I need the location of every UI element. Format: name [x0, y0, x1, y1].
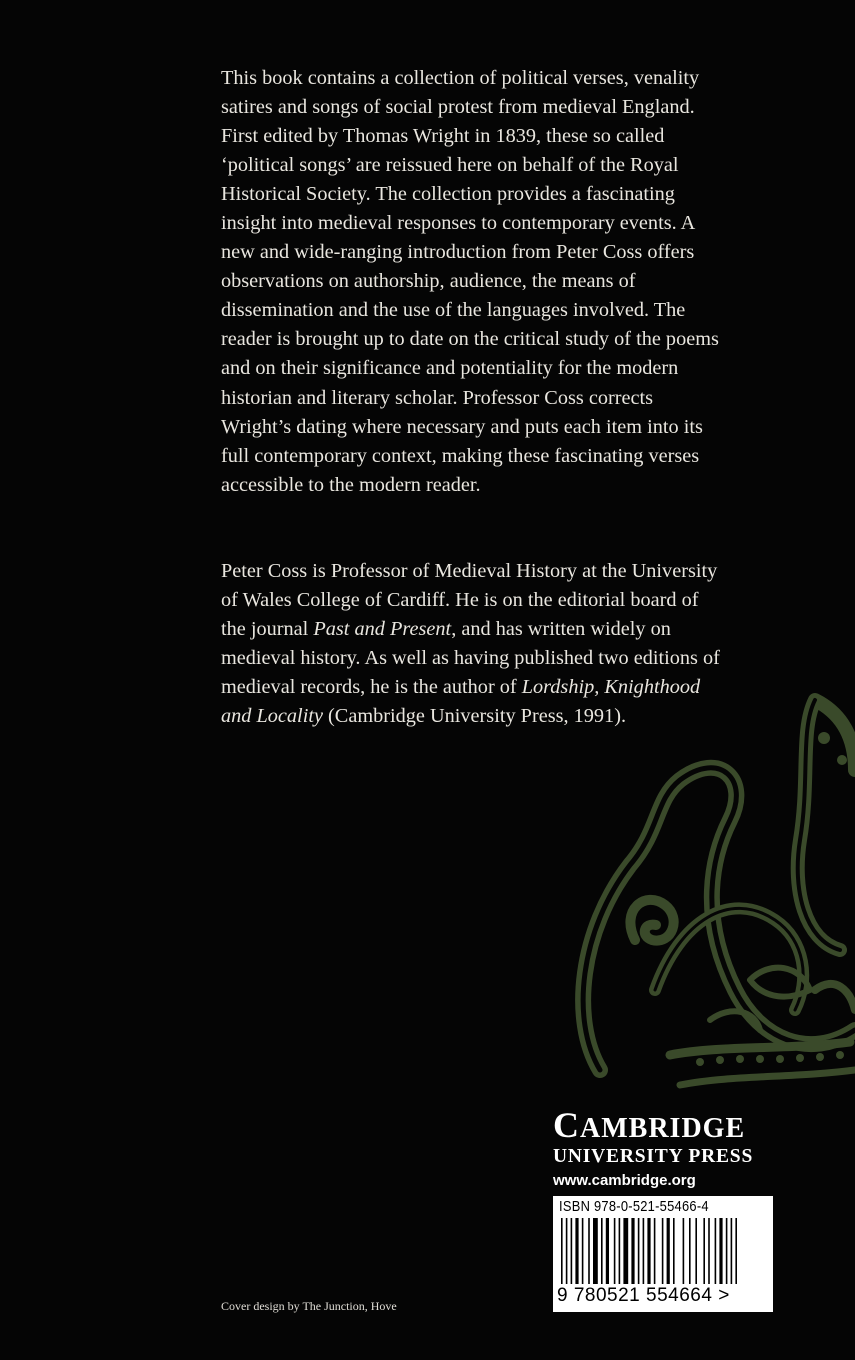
author-bio-text-3: (Cambridge University Press, 1991).	[322, 705, 627, 728]
barcode-bar	[575, 1218, 578, 1284]
barcode-bar	[588, 1218, 590, 1284]
barcode-bar	[582, 1218, 584, 1284]
barcode-bar	[689, 1218, 691, 1284]
barcode-bar	[601, 1218, 603, 1284]
publisher-subtitle: UNIVERSITY PRESS	[553, 1146, 754, 1167]
barcode-bar	[715, 1218, 717, 1284]
barcode-bar	[571, 1218, 573, 1284]
journal-title: Past and Present	[313, 618, 452, 641]
barcode-bar	[638, 1218, 640, 1284]
publisher-name-initial: C	[553, 1105, 580, 1145]
barcode-bar	[662, 1218, 664, 1284]
barcode-bar	[695, 1218, 697, 1284]
barcode-bar	[647, 1218, 650, 1284]
barcode-bar	[619, 1218, 621, 1284]
barcode-bar	[606, 1218, 609, 1284]
isbn-barcode	[553, 1196, 773, 1312]
barcode-bar	[719, 1218, 722, 1284]
publisher-name-rest: AMBRIDGE	[580, 1113, 746, 1144]
publisher-name	[553, 1105, 793, 1146]
barcode-bar	[703, 1218, 705, 1284]
barcode-bar	[593, 1218, 598, 1284]
barcode-bar	[673, 1218, 675, 1284]
barcode-bar	[643, 1218, 645, 1284]
barcode-bar	[683, 1218, 685, 1284]
barcode-bar	[654, 1218, 656, 1284]
barcode-bar	[667, 1218, 670, 1284]
book-description: This book contains a collection of political verses, venality satires and songs of social protest from medieval England. First edited by Thomas Wright in 1839, these so called ‘political songs’ are reissued here on behalf of the Royal Historical Society. The collection provides a fascinating insight into medieval responses to contemporary events. A new and wide-ranging introduction from Peter Coss offers observations on authorship, audience, the means of dissemination and the use of the languages involved. The reader is brought up to date on the critical study of the poems and on their significance and potentiality for the modern historian and literary scholar. Professor Coss corrects Wright’s dating where necessary and puts each item into its full contemporary context, making these fascinating verses accessible to the modern reader.	[221, 67, 719, 496]
barcode-bar	[561, 1218, 563, 1284]
barcode-bars	[553, 1218, 773, 1284]
publisher-website: www.cambridge.org	[553, 1172, 696, 1189]
barcode-bar	[623, 1218, 628, 1284]
ean-digits: 9 780521 554664 >	[557, 1285, 730, 1306]
barcode-bar	[731, 1218, 733, 1284]
barcode-bar	[708, 1218, 710, 1284]
barcode-bar	[726, 1218, 728, 1284]
barcode-bar	[566, 1218, 568, 1284]
cover-design-credit: Cover design by The Junction, Hove	[221, 1299, 397, 1313]
barcode-bar	[614, 1218, 616, 1284]
author-bio-text-1: Peter Coss is Professor of Medieval History at the University of Wales College of Cardiff. He is on the editorial board of the journal	[221, 560, 718, 641]
barcode-bar	[631, 1218, 634, 1284]
publisher-logo	[553, 1105, 793, 1191]
barcode-bar	[735, 1218, 737, 1284]
isbn-label: ISBN 978-0-521-55466-4	[559, 1198, 709, 1215]
book-title: Lordship, Knighthood and Locality	[221, 676, 701, 728]
medieval-initial-ornament-icon	[560, 690, 855, 1110]
author-bio-text-2: , and has written widely on medieval history. As well as having published two editions of medieval records, he is the author of	[221, 618, 720, 699]
